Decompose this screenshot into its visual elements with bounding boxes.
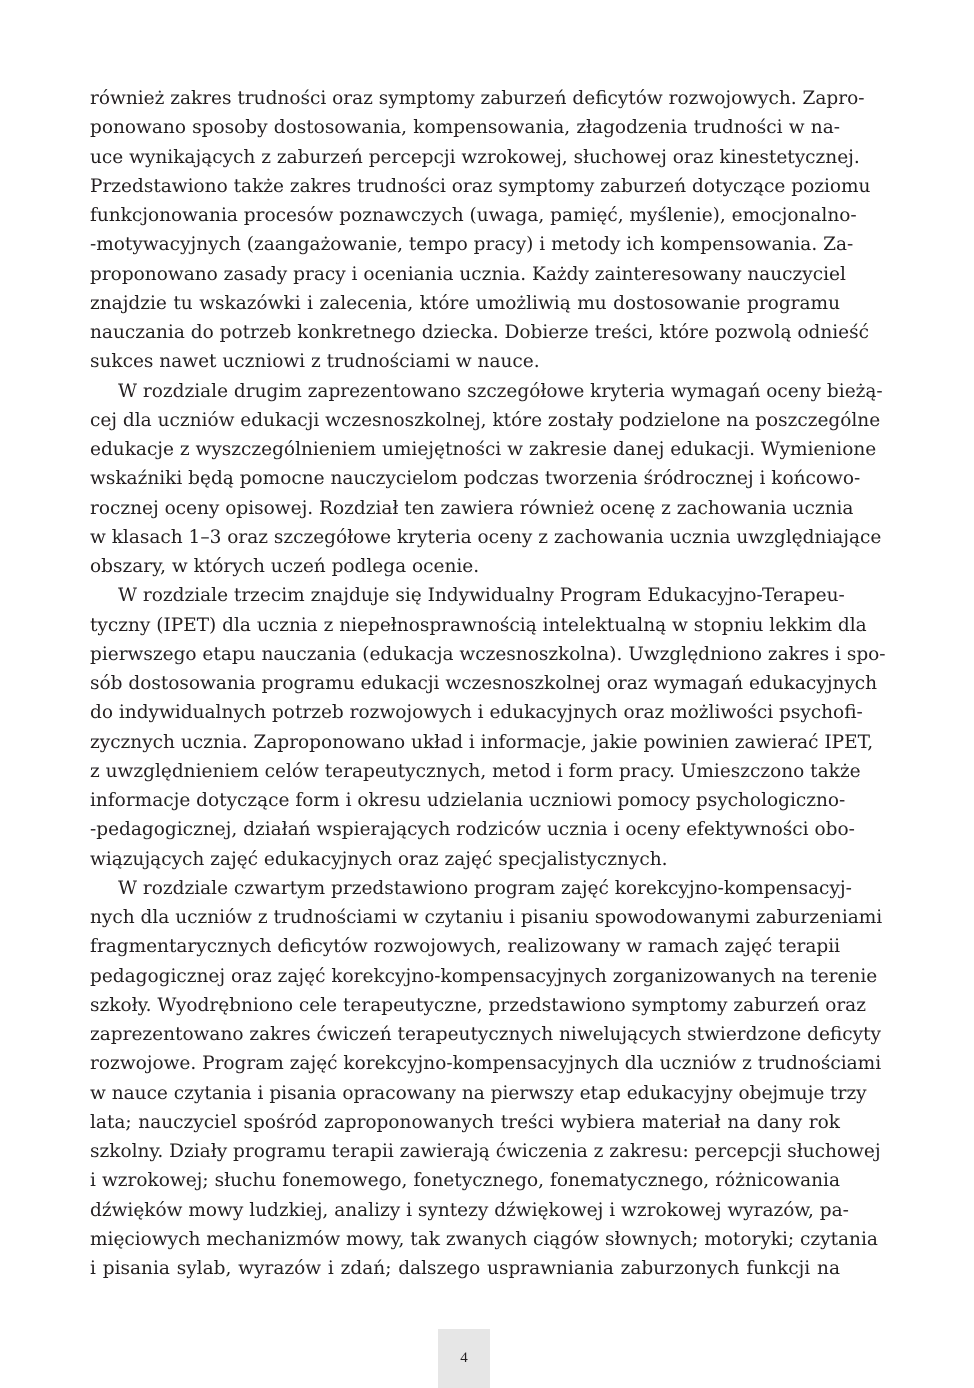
text-line: pierwszego etapu nauczania (edukacja wczesnoszkolna). Uwzględniono zakres i spo- bbox=[90, 643, 886, 665]
text-line: Przedstawiono także zakres trudności oraz symptomy zaburzeń dotyczące poziomu bbox=[90, 175, 871, 197]
page-number-box bbox=[438, 1329, 490, 1388]
text-line: również zakres trudności oraz symptomy zaburzeń deficytów rozwojowych. Zapro- bbox=[90, 88, 865, 109]
text-line: w nauce czytania i pisania opracowany na pierwszy etap edukacyjny obejmuje trzy bbox=[90, 1082, 867, 1104]
paragraph bbox=[90, 874, 883, 1284]
text-line: rozwojowe. Program zajęć korekcyjno-kompensacyjnych dla uczniów z trudnościami bbox=[90, 1053, 882, 1075]
text-line: sukces nawet uczniowi z trudnościami w nauce. bbox=[90, 351, 540, 373]
text-line: zycznych ucznia. Zaproponowano układ i informacje, jakie powinien zawierać IPET, bbox=[90, 731, 874, 753]
text-line: i wzrokowej; słuchu fonemowego, fonetycznego, fonematycznego, różnicowania bbox=[90, 1170, 840, 1192]
text-line: rocznej oceny opisowej. Rozdział ten zawiera również ocenę z zachowania ucznia bbox=[90, 497, 854, 519]
page-number: 4 bbox=[460, 1350, 468, 1366]
text-line: do indywidualnych potrzeb rozwojowych i edukacyjnych oraz możliwości psychofi- bbox=[90, 702, 863, 724]
text-line: proponowano zasady pracy i oceniania ucznia. Każdy zainteresowany nauczyciel bbox=[90, 263, 846, 285]
text-line: wskaźniki będą pomocne nauczycielom podczas tworzenia śródrocznej i końcowo- bbox=[90, 468, 861, 490]
text-line: W rozdziale trzecim znajduje się Indywidualny Program Edukacyjno-Terapeu- bbox=[118, 585, 845, 607]
text-line: fragmentarycznych deficytów rozwojowych, realizowany w ramach zajęć terapii bbox=[90, 936, 841, 958]
text-line: nauczania do potrzeb konkretnego dziecka. Dobierze treści, które pozwolą odnieść bbox=[90, 322, 869, 343]
text-line: edukacje z wyszczególnieniem umiejętności w zakresie danej edukacji. Wymienione bbox=[90, 439, 877, 460]
text-line: i pisania sylab, wyrazów i zdań; dalszego usprawniania zaburzonych funkcji na bbox=[90, 1258, 840, 1279]
text-line: -motywacyjnych (zaangażowanie, tempo pracy) i metody ich kompensowania. Za- bbox=[90, 234, 854, 256]
paragraph bbox=[90, 84, 871, 377]
text-line: funkcjonowania procesów poznawczych (uwaga, pamięć, myślenie), emocjonalno- bbox=[90, 205, 857, 226]
text-line: W rozdziale drugim zaprezentowano szczegółowe kryteria wymagań oceny bieżą- bbox=[118, 380, 883, 402]
text-line: dźwięków mowy ludzkiej, analizy i syntezy dźwiękowej i wzrokowej wyrazów, pa- bbox=[90, 1199, 849, 1221]
paragraph bbox=[90, 377, 883, 582]
text-line: ponowano sposoby dostosowania, kompensowania, złagodzenia trudności w na- bbox=[90, 117, 840, 139]
text-line: sób dostosowania programu edukacji wczesnoszkolnej oraz wymagań edukacyjnych bbox=[90, 673, 878, 694]
text-line: tyczny (IPET) dla ucznia z niepełnosprawnością intelektualną w stopniu lekkim dla bbox=[90, 614, 867, 636]
text-line: w klasach 1–3 oraz szczegółowe kryteria oceny z zachowania ucznia uwzględniające bbox=[90, 526, 882, 548]
text-line: wiązujących zajęć edukacyjnych oraz zajęć specjalistycznych. bbox=[90, 848, 668, 870]
text-line: uce wynikających z zaburzeń percepcji wzrokowej, słuchowej oraz kinestetycznej. bbox=[90, 146, 860, 168]
text-line: pedagogicznej oraz zajęć korekcyjno-kompensacyjnych zorganizowanych na terenie bbox=[90, 965, 878, 987]
text-line: zaprezentowano zakres ćwiczeń terapeutycznych niwelujących stwierdzone deficyty bbox=[90, 1024, 881, 1045]
text-line: szkoły. Wyodrębniono cele terapeutyczne, przedstawiono symptomy zaburzeń oraz bbox=[90, 994, 866, 1016]
text-line: lata; nauczyciel spośród zaproponowanych treści wybiera materiał na dany rok bbox=[90, 1111, 840, 1133]
text-line: cej dla uczniów edukacji wczesnoszkolnej, które zostały podzielone na poszczególne bbox=[90, 409, 881, 431]
body-text bbox=[90, 84, 886, 1283]
text-line: z uwzględnieniem celów terapeutycznych, metod i form pracy. Umieszczono także bbox=[90, 760, 861, 782]
paragraph bbox=[90, 581, 886, 874]
text-line: szkolny. Działy programu terapii zawierają ćwiczenia z zakresu: percepcji słuchowej bbox=[90, 1141, 881, 1162]
text-line: znajdzie tu wskazówki i zalecenia, które umożliwią mu dostosowanie programu bbox=[90, 292, 840, 314]
text-line: W rozdziale czwartym przedstawiono program zajęć korekcyjno-kompensacyj- bbox=[118, 877, 852, 899]
text-line: nych dla uczniów z trudnościami w czytaniu i pisaniu spowodowanymi zaburzeniami bbox=[90, 907, 883, 928]
text-line: -pedagogicznej, działań wspierających rodziców ucznia i oceny efektywności obo- bbox=[90, 819, 855, 841]
text-line: obszary, w których uczeń podlega ocenie. bbox=[90, 556, 480, 577]
text-line: mięciowych mechanizmów mowy, tak zwanych ciągów słownych; motoryki; czytania bbox=[90, 1228, 878, 1250]
text-line: informacje dotyczące form i okresu udzielania uczniowi pomocy psychologiczno- bbox=[90, 790, 846, 811]
